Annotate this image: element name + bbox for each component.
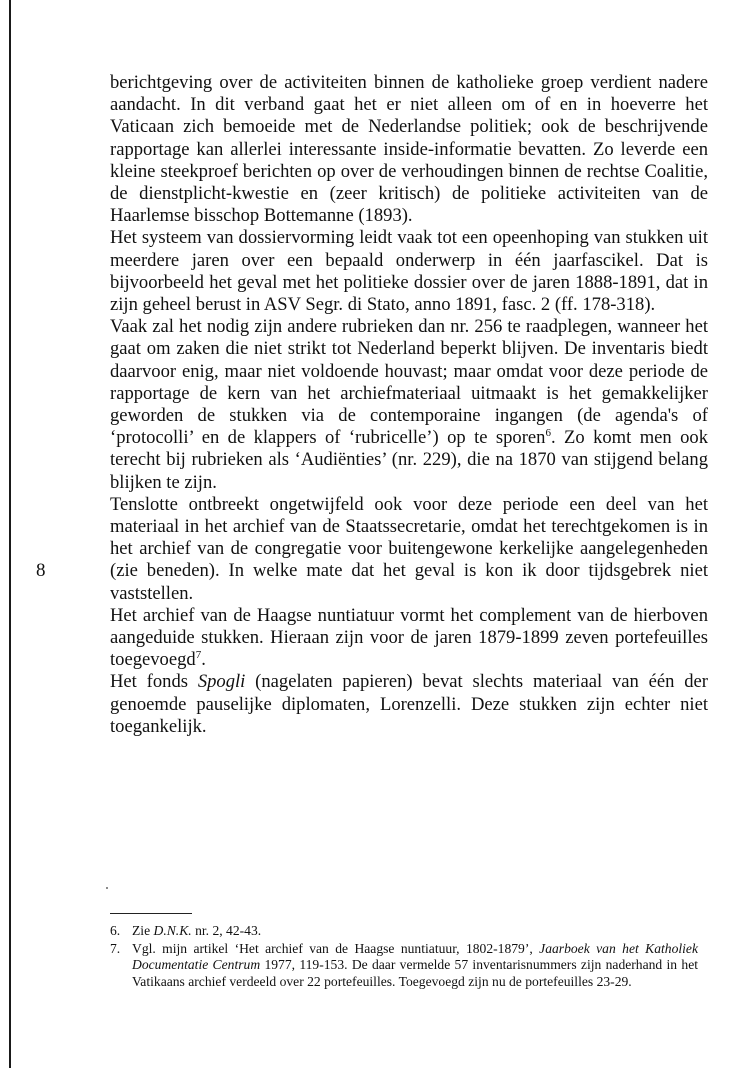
footnote-italic: D.N.K. (153, 923, 192, 938)
paragraph-text: Het archief van de Haagse nuntiatuur vormt het complement van de hierboven aangeduide stukken. Hieraan zijn voor de jaren 1879-1899 zeven portefeuilles toegevoegd (110, 604, 708, 671)
footnote-italic: Jaarboek van het Katholiek Documentatie Centrum (132, 941, 698, 973)
paragraph-text: Vaak zal het nodig zijn andere rubrieken dan nr. 256 te raadplegen, wanneer het gaat om zaken die niet strikt tot Nederland beperkt blijven. De inventaris biedt daarvoor enig, maar niet voldoende houvast; maar omdat voor deze periode de rapportage de kern van het archiefmateriaal uitmaakt is het gemakkelijker geworden de stukken via de contemporaine ingangen (de agenda's of ‘protocolli’ en de klappers of ‘rubricelle’) op te sporen (110, 316, 708, 449)
footnote-number: 6. (110, 923, 121, 938)
footnote (110, 941, 698, 990)
footnote-text (132, 941, 698, 990)
paragraph: Het systeem van dossiervorming leidt vaak tot een opeenhoping van stukken uit meerdere jaren over een bepaald onderwerp in één jaarfascikel. Dat is bijvoorbeeld het geval met het politieke dossier over de jaren 1888-1891, dat in zijn geheel berust in ASV Segr. di Stato, anno 1891, fasc. 2 (ff. 178-318). (110, 227, 708, 316)
paragraph (110, 671, 708, 738)
footnote-text (132, 923, 698, 939)
left-margin-rule (9, 0, 11, 1068)
stray-mark (106, 887, 108, 889)
paragraph-text: (nagelaten papieren) bevat slechts materiaal van één der genoemde pauselijke diplomaten, Lorenzelli. Deze stukken zijn echter niet toegankelijk. (110, 671, 708, 737)
paragraph: Tenslotte ontbreekt ongetwijfeld ook voor deze periode een deel van het materiaal in het archief van de Staatssecretarie, omdat het terechtgekomen is in het archief van de congregatie voor buitengewone kerkelijke aangelegenheden (zie beneden). In welke mate dat het geval is kon ik door tijdsgebrek niet vaststellen. (110, 493, 708, 604)
footnote-text-part: 1977, 119-153. De daar vermelde 57 inventarisnummers zijn naderhand in het Vatikaans archief verdeeld over 22 portefeuilles. Toegevoegd zijn nu de portefeuilles 23-29. (132, 957, 699, 989)
footnote-text-part: nr. 2, 42-43. (191, 923, 262, 938)
paragraph (110, 605, 708, 672)
footnote-text-part: Vgl. mijn artikel ‘Het archief van de Haagse nuntiatuur, 1802-1879’, (132, 941, 540, 957)
footnote-reference[interactable]: 6 (545, 427, 551, 440)
footnote-reference[interactable]: 7 (195, 649, 202, 662)
footnote-divider (110, 913, 192, 914)
body-text (110, 72, 708, 738)
paragraph: berichtgeving over de activiteiten binnen de katholieke groep verdient nadere aandacht. In dit verband gaat het er niet alleen om of en in hoeverre het Vaticaan zich bemoeide met de Nederlandse politiek; ook de beschrijvende rapportage kan allerlei interessante inside-informatie bevatten. Zo leverde een kleine steekproef berichten op over de verhoudingen binnen de rechtse Coalitie, de dienstplicht-kwestie en (zeer kritisch) de politieke activiteiten van de Haarlemse bisschop Bottemanne (1893). (110, 72, 708, 227)
footnotes (110, 923, 698, 992)
footnote-number: 7. (110, 941, 121, 957)
paragraph-text: . Zo komt men ook terecht bij rubrieken als ‘Audiënties’ (nr. 229), die na 1870 van stijgend belang blijken te zijn. (110, 427, 708, 493)
paragraph-text: Het fonds (110, 671, 198, 693)
italic-term: Spogli (197, 671, 246, 693)
paragraph (110, 316, 708, 494)
footnote-text-part: Zie (132, 923, 154, 938)
paragraph-text: . (201, 649, 206, 671)
footnote (110, 923, 698, 939)
page-number: 8 (36, 560, 46, 581)
